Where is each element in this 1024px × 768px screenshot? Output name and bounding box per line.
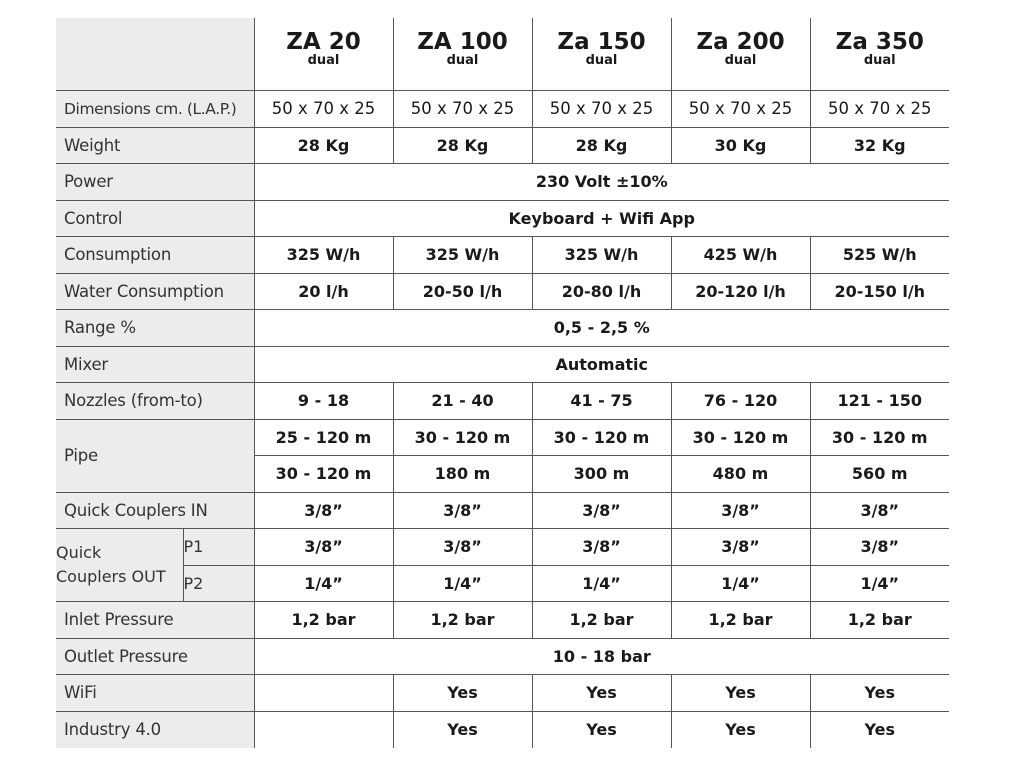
cell-value: 3/8”	[532, 529, 671, 566]
cell-value: 3/8”	[532, 492, 671, 529]
row-power	[56, 164, 949, 201]
cell-value: 30 Kg	[671, 127, 810, 164]
cell-value: 325 W/h	[254, 237, 393, 274]
row-pipe-a	[56, 419, 949, 456]
row-consumption	[56, 237, 949, 274]
row-dimensions	[56, 91, 949, 128]
cell-value: 50 x 70 x 25	[393, 91, 532, 128]
cell-value: 180 m	[393, 456, 532, 493]
cell-value: 1,2 bar	[671, 602, 810, 639]
row-label: Outlet Pressure	[56, 638, 254, 675]
model-variant: dual	[724, 53, 757, 68]
cell-value: 30 - 120 m	[393, 419, 532, 456]
cell-value: 525 W/h	[810, 237, 949, 274]
cell-value: 560 m	[810, 456, 949, 493]
row-control	[56, 200, 949, 237]
cell-value: 1/4”	[254, 565, 393, 602]
row-industry	[56, 711, 949, 748]
cell-value: 50 x 70 x 25	[254, 91, 393, 128]
cell-value: 28 Kg	[254, 127, 393, 164]
row-label: Inlet Pressure	[56, 602, 254, 639]
cell-value	[254, 711, 393, 748]
model-variant: dual	[307, 53, 340, 68]
cell-value: 1/4”	[393, 565, 532, 602]
model-header	[254, 18, 393, 91]
row-label: Consumption	[56, 237, 254, 274]
cell-value: 1,2 bar	[532, 602, 671, 639]
cell-value: 20-50 l/h	[393, 273, 532, 310]
row-couplers-out-p2	[56, 565, 949, 602]
header-row	[56, 18, 949, 91]
cell-value: 480 m	[671, 456, 810, 493]
cell-value: 25 - 120 m	[254, 419, 393, 456]
cell-value: 20-150 l/h	[810, 273, 949, 310]
row-outlet-pressure	[56, 638, 949, 675]
cell-value: 325 W/h	[393, 237, 532, 274]
cell-value: 28 Kg	[532, 127, 671, 164]
spec-table	[56, 18, 949, 748]
model-name: Za 200	[696, 29, 785, 55]
cell-value: 121 - 150	[810, 383, 949, 420]
cell-value: 21 - 40	[393, 383, 532, 420]
cell-value: 3/8”	[254, 529, 393, 566]
cell-value: 0,5 - 2,5 %	[254, 310, 949, 347]
cell-value: 3/8”	[254, 492, 393, 529]
cell-value: 1/4”	[810, 565, 949, 602]
cell-value: 41 - 75	[532, 383, 671, 420]
row-range	[56, 310, 949, 347]
row-label: Pipe	[56, 419, 254, 492]
cell-value: 1,2 bar	[810, 602, 949, 639]
cell-value: 230 Volt ±10%	[254, 164, 949, 201]
cell-value: 10 - 18 bar	[254, 638, 949, 675]
cell-value: Yes	[532, 711, 671, 748]
cell-value: 3/8”	[393, 492, 532, 529]
model-header	[393, 18, 532, 91]
row-couplers-in	[56, 492, 949, 529]
cell-value: 3/8”	[393, 529, 532, 566]
row-label: Industry 4.0	[56, 711, 254, 748]
cell-value: 20-80 l/h	[532, 273, 671, 310]
cell-value: 3/8”	[810, 529, 949, 566]
cell-value: 30 - 120 m	[671, 419, 810, 456]
header-corner	[56, 18, 254, 91]
cell-value: 1/4”	[671, 565, 810, 602]
cell-value	[254, 675, 393, 712]
label-line: Quick	[56, 543, 102, 562]
row-label: Power	[56, 164, 254, 201]
cell-value: 425 W/h	[671, 237, 810, 274]
model-header	[532, 18, 671, 91]
row-label: Range %	[56, 310, 254, 347]
row-label: WiFi	[56, 675, 254, 712]
cell-value: Automatic	[254, 346, 949, 383]
row-label: Quick Couplers IN	[56, 492, 254, 529]
cell-value: Yes	[393, 711, 532, 748]
row-mixer	[56, 346, 949, 383]
cell-value: 3/8”	[810, 492, 949, 529]
row-label: Mixer	[56, 346, 254, 383]
cell-value: Yes	[810, 711, 949, 748]
row-label: Weight	[56, 127, 254, 164]
sub-label-p2: P2	[183, 565, 254, 602]
cell-value: 20-120 l/h	[671, 273, 810, 310]
model-variant: dual	[863, 53, 896, 68]
cell-value: 1,2 bar	[254, 602, 393, 639]
cell-value: Yes	[671, 711, 810, 748]
row-label: Nozzles (from-to)	[56, 383, 254, 420]
row-wifi	[56, 675, 949, 712]
cell-value: 3/8”	[671, 529, 810, 566]
sub-label-p1: P1	[183, 529, 254, 566]
model-name: ZA 20	[286, 29, 361, 55]
cell-value: 28 Kg	[393, 127, 532, 164]
cell-value: 50 x 70 x 25	[810, 91, 949, 128]
row-label: Water Consumption	[56, 273, 254, 310]
model-variant: dual	[446, 53, 479, 68]
model-header	[671, 18, 810, 91]
row-nozzles	[56, 383, 949, 420]
model-variant: dual	[585, 53, 618, 68]
cell-value: Yes	[810, 675, 949, 712]
cell-value: 76 - 120	[671, 383, 810, 420]
model-name: Za 150	[557, 29, 646, 55]
cell-value: 300 m	[532, 456, 671, 493]
cell-value: Keyboard + Wifi App	[254, 200, 949, 237]
cell-value: 1/4”	[532, 565, 671, 602]
cell-value: 9 - 18	[254, 383, 393, 420]
cell-value: Yes	[671, 675, 810, 712]
cell-value: 50 x 70 x 25	[671, 91, 810, 128]
row-label: Control	[56, 200, 254, 237]
row-label: Dimensions cm. (L.A.P.)	[56, 91, 254, 128]
cell-value: 3/8”	[671, 492, 810, 529]
cell-value: Yes	[532, 675, 671, 712]
cell-value: 30 - 120 m	[532, 419, 671, 456]
label-line: Couplers OUT	[56, 567, 166, 586]
cell-value: 32 Kg	[810, 127, 949, 164]
cell-value: 20 l/h	[254, 273, 393, 310]
row-inlet-pressure	[56, 602, 949, 639]
model-header	[810, 18, 949, 91]
cell-value: 1,2 bar	[393, 602, 532, 639]
row-weight	[56, 127, 949, 164]
cell-value: 325 W/h	[532, 237, 671, 274]
model-name: ZA 100	[417, 29, 508, 55]
row-water-consumption	[56, 273, 949, 310]
cell-value: Yes	[393, 675, 532, 712]
cell-value: 50 x 70 x 25	[532, 91, 671, 128]
cell-value: 30 - 120 m	[254, 456, 393, 493]
model-name: Za 350	[835, 29, 924, 55]
cell-value: 30 - 120 m	[810, 419, 949, 456]
row-couplers-out-p1	[56, 529, 949, 566]
couplers-out-label	[56, 529, 183, 602]
